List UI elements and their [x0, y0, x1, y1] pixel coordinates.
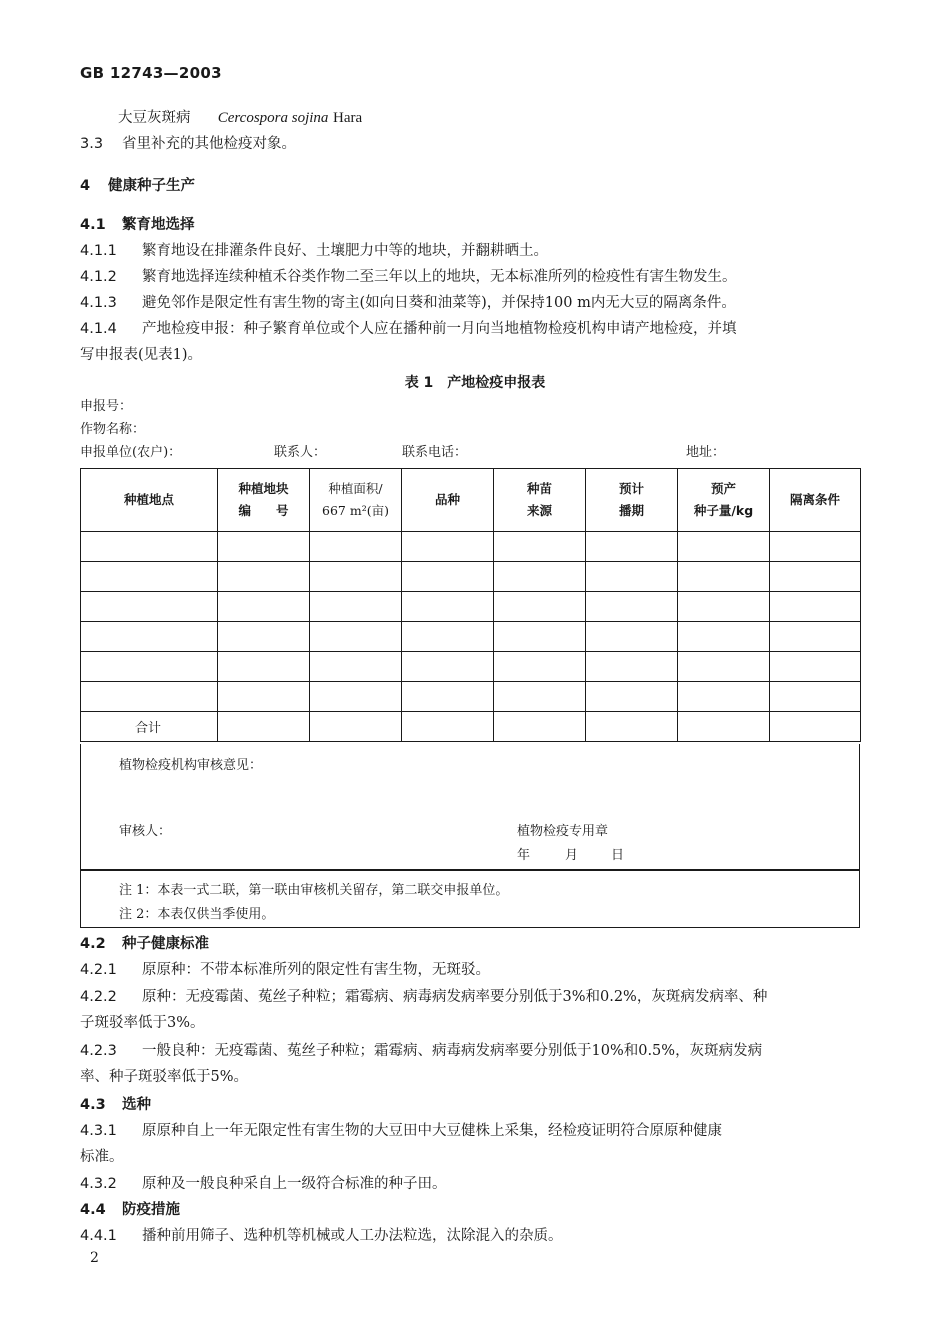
input-cell[interactable]	[494, 712, 586, 742]
clause-text: 原种：无疫霉菌、菟丝子种粒；霜霉病、病毒病发病率要分别低于3%和0.2%，灰斑病发病率、种	[142, 989, 768, 1005]
input-cell[interactable]	[586, 622, 678, 652]
clause-number: 4.2.3	[80, 1043, 117, 1059]
table-row	[81, 592, 861, 622]
input-cell[interactable]	[81, 562, 218, 592]
clause-text: 播种前用筛子、选种机等机械或人工办法粒选，汰除混入的杂质。	[142, 1228, 563, 1244]
input-cell[interactable]	[402, 682, 494, 712]
header-plot-number: 种植地块 编 号	[218, 469, 310, 532]
clause-text: 原种及一般良种采自上一级符合标准的种子田。	[142, 1176, 447, 1192]
input-cell[interactable]	[402, 622, 494, 652]
table-row	[81, 652, 861, 682]
input-cell[interactable]	[678, 592, 770, 622]
clause-4-1-1	[80, 241, 548, 261]
clause-4-1-4	[80, 319, 737, 339]
input-cell[interactable]	[770, 532, 861, 562]
input-cell[interactable]	[218, 712, 310, 742]
disease-name-cn: 大豆灰斑病	[118, 110, 191, 126]
total-label: 合计	[81, 712, 218, 742]
input-cell[interactable]	[218, 592, 310, 622]
input-cell[interactable]	[678, 652, 770, 682]
clause-number: 4.2	[80, 936, 106, 952]
input-cell[interactable]	[770, 622, 861, 652]
clause-title: 选种	[122, 1097, 151, 1113]
input-cell[interactable]	[678, 712, 770, 742]
input-cell[interactable]	[402, 562, 494, 592]
clause-4-3-heading	[80, 1095, 151, 1115]
input-cell[interactable]	[310, 712, 402, 742]
table-1-title: 表 1 产地检疫申报表	[404, 375, 546, 391]
clause-4-1-heading	[80, 215, 195, 235]
clause-number: 4.1.2	[80, 269, 117, 285]
input-cell[interactable]	[770, 652, 861, 682]
input-cell[interactable]	[402, 592, 494, 622]
input-cell[interactable]	[494, 652, 586, 682]
clause-4-3-1	[80, 1121, 722, 1141]
input-cell[interactable]	[218, 652, 310, 682]
disease-line	[118, 108, 362, 128]
input-cell[interactable]	[310, 652, 402, 682]
input-cell[interactable]	[770, 712, 861, 742]
quarantine-application-table	[80, 468, 861, 742]
disease-name-latin: Cercospora sojina	[217, 110, 329, 126]
input-cell[interactable]	[81, 622, 218, 652]
clause-text: 繁育地设在排灌条件良好、土壤肥力中等的地块，并翻耕晒土。	[142, 243, 548, 259]
section-4-heading	[80, 176, 195, 196]
section-number: 4	[80, 178, 91, 194]
clause-text: 繁育地选择连续种植禾谷类作物二至三年以上的地块，无本标准所列的检疫性有害生物发生。	[142, 269, 737, 285]
input-cell[interactable]	[494, 682, 586, 712]
input-cell[interactable]	[218, 622, 310, 652]
input-cell[interactable]	[81, 592, 218, 622]
input-cell[interactable]	[586, 712, 678, 742]
clause-number: 4.1.3	[80, 295, 117, 311]
input-cell[interactable]	[402, 532, 494, 562]
clause-number: 4.2.2	[80, 989, 117, 1005]
input-cell[interactable]	[218, 562, 310, 592]
crop-name-label: 作物名称：	[80, 422, 146, 437]
input-cell[interactable]	[218, 532, 310, 562]
clause-number: 3.3	[80, 136, 104, 152]
input-cell[interactable]	[586, 652, 678, 682]
clause-4-2-2	[80, 987, 767, 1007]
clause-4-2-1	[80, 960, 490, 980]
date-day: 日	[611, 848, 625, 863]
input-cell[interactable]	[81, 532, 218, 562]
input-cell[interactable]	[310, 682, 402, 712]
input-cell[interactable]	[770, 682, 861, 712]
input-cell[interactable]	[494, 562, 586, 592]
contact-person-label: 联系人：	[274, 445, 327, 460]
clause-4-3-2	[80, 1174, 447, 1194]
review-section	[80, 744, 860, 870]
reviewer-label: 审核人：	[119, 824, 172, 839]
clause-4-2-3	[80, 1041, 762, 1061]
address-label: 地址：	[686, 445, 726, 460]
clause-text: 原原种：不带本标准所列的限定性有害生物，无斑驳。	[142, 962, 490, 978]
input-cell[interactable]	[494, 622, 586, 652]
clause-title: 繁育地选择	[122, 217, 195, 233]
clause-3-3	[80, 134, 296, 154]
header-isolation: 隔离条件	[770, 469, 861, 532]
page-number: 2	[90, 1250, 99, 1266]
quarantine-stamp-label: 植物检疫专用章	[517, 824, 609, 839]
input-cell[interactable]	[310, 562, 402, 592]
clause-4-1-4-continued: 写申报表(见表1)。	[80, 347, 203, 363]
input-cell[interactable]	[678, 682, 770, 712]
header-planned-sowing: 预计 播期	[586, 469, 678, 532]
clause-text: 原原种自上一年无限定性有害生物的大豆田中大豆健株上采集，经检疫证明符合原原种健康	[142, 1123, 722, 1139]
clause-4-1-2	[80, 267, 737, 287]
table-note-1: 注 1：本表一式二联，第一联由审核机关留存，第二联交申报单位。	[119, 883, 509, 898]
applicant-unit-label: 申报单位(农户)：	[80, 445, 182, 460]
input-cell[interactable]	[310, 592, 402, 622]
input-cell[interactable]	[586, 532, 678, 562]
header-planting-area: 种植面积/ 667 m²(亩)	[310, 469, 402, 532]
table-row	[81, 532, 861, 562]
clause-4-2-2-continued: 子斑驳率低于3%。	[80, 1015, 205, 1031]
clause-text: 一般良种：无疫霉菌、菟丝子种粒；霜霉病、病毒病发病率要分别低于10%和0.5%，灰斑病发病	[142, 1043, 763, 1059]
input-cell[interactable]	[494, 532, 586, 562]
input-cell[interactable]	[402, 652, 494, 682]
input-cell[interactable]	[310, 532, 402, 562]
input-cell[interactable]	[586, 592, 678, 622]
clause-4-4-heading	[80, 1200, 180, 1220]
clause-4-2-heading	[80, 934, 209, 954]
clause-title: 种子健康标准	[122, 936, 209, 952]
header-seedling-source: 种苗 来源	[494, 469, 586, 532]
clause-text: 产地检疫申报：种子繁育单位或个人应在播种前一月向当地植物检疫机构申请产地检疫，并填	[142, 321, 737, 337]
input-cell[interactable]	[678, 562, 770, 592]
disease-author: Hara	[333, 110, 363, 126]
input-cell[interactable]	[586, 682, 678, 712]
clause-number: 4.1	[80, 217, 106, 233]
clause-number: 4.4.1	[80, 1228, 117, 1244]
clause-text: 避免邻作是限定性有害生物的寄主(如向日葵和油菜等)，并保持100 m内无大豆的隔离条件。	[142, 295, 736, 311]
clause-number: 4.3.1	[80, 1123, 117, 1139]
clause-4-1-3	[80, 293, 736, 313]
clause-number: 4.4	[80, 1202, 106, 1218]
input-cell[interactable]	[310, 622, 402, 652]
section-title: 健康种子生产	[108, 178, 195, 194]
input-cell[interactable]	[678, 532, 770, 562]
header-expected-yield: 预产 种子量/kg	[678, 469, 770, 532]
header-planting-location: 种植地点	[81, 469, 218, 532]
date-year: 年	[517, 848, 531, 863]
clause-4-3-1-continued: 标准。	[80, 1149, 124, 1165]
input-cell[interactable]	[402, 712, 494, 742]
input-cell[interactable]	[494, 592, 586, 622]
contact-phone-label: 联系电话：	[402, 445, 468, 460]
review-opinion-label: 植物检疫机构审核意见：	[119, 758, 263, 773]
clause-4-2-3-continued: 率、种子斑驳率低于5%。	[80, 1069, 249, 1085]
input-cell[interactable]	[770, 562, 861, 592]
table-row	[81, 622, 861, 652]
clause-number: 4.1.4	[80, 321, 117, 337]
clause-text: 省里补充的其他检疫对象。	[122, 136, 296, 152]
input-cell[interactable]	[770, 592, 861, 622]
clause-number: 4.2.1	[80, 962, 117, 978]
clause-title: 防疫措施	[122, 1202, 180, 1218]
clause-number: 4.1.1	[80, 243, 117, 259]
report-number-label: 申报号：	[80, 399, 133, 414]
input-cell[interactable]	[218, 682, 310, 712]
clause-number: 4.3	[80, 1097, 106, 1113]
input-cell[interactable]	[81, 652, 218, 682]
input-cell[interactable]	[586, 562, 678, 592]
table-header-row	[81, 469, 861, 532]
date-month: 月	[565, 848, 579, 863]
table-notes	[80, 870, 860, 928]
input-cell[interactable]	[678, 622, 770, 652]
header-variety: 品种	[402, 469, 494, 532]
clause-4-4-1	[80, 1226, 563, 1246]
table-note-2: 注 2：本表仅供当季使用。	[119, 907, 275, 922]
clause-number: 4.3.2	[80, 1176, 117, 1192]
table-total-row	[81, 712, 861, 742]
standard-code: GB 12743—2003	[80, 64, 222, 82]
input-cell[interactable]	[81, 682, 218, 712]
table-row	[81, 682, 861, 712]
table-row	[81, 562, 861, 592]
